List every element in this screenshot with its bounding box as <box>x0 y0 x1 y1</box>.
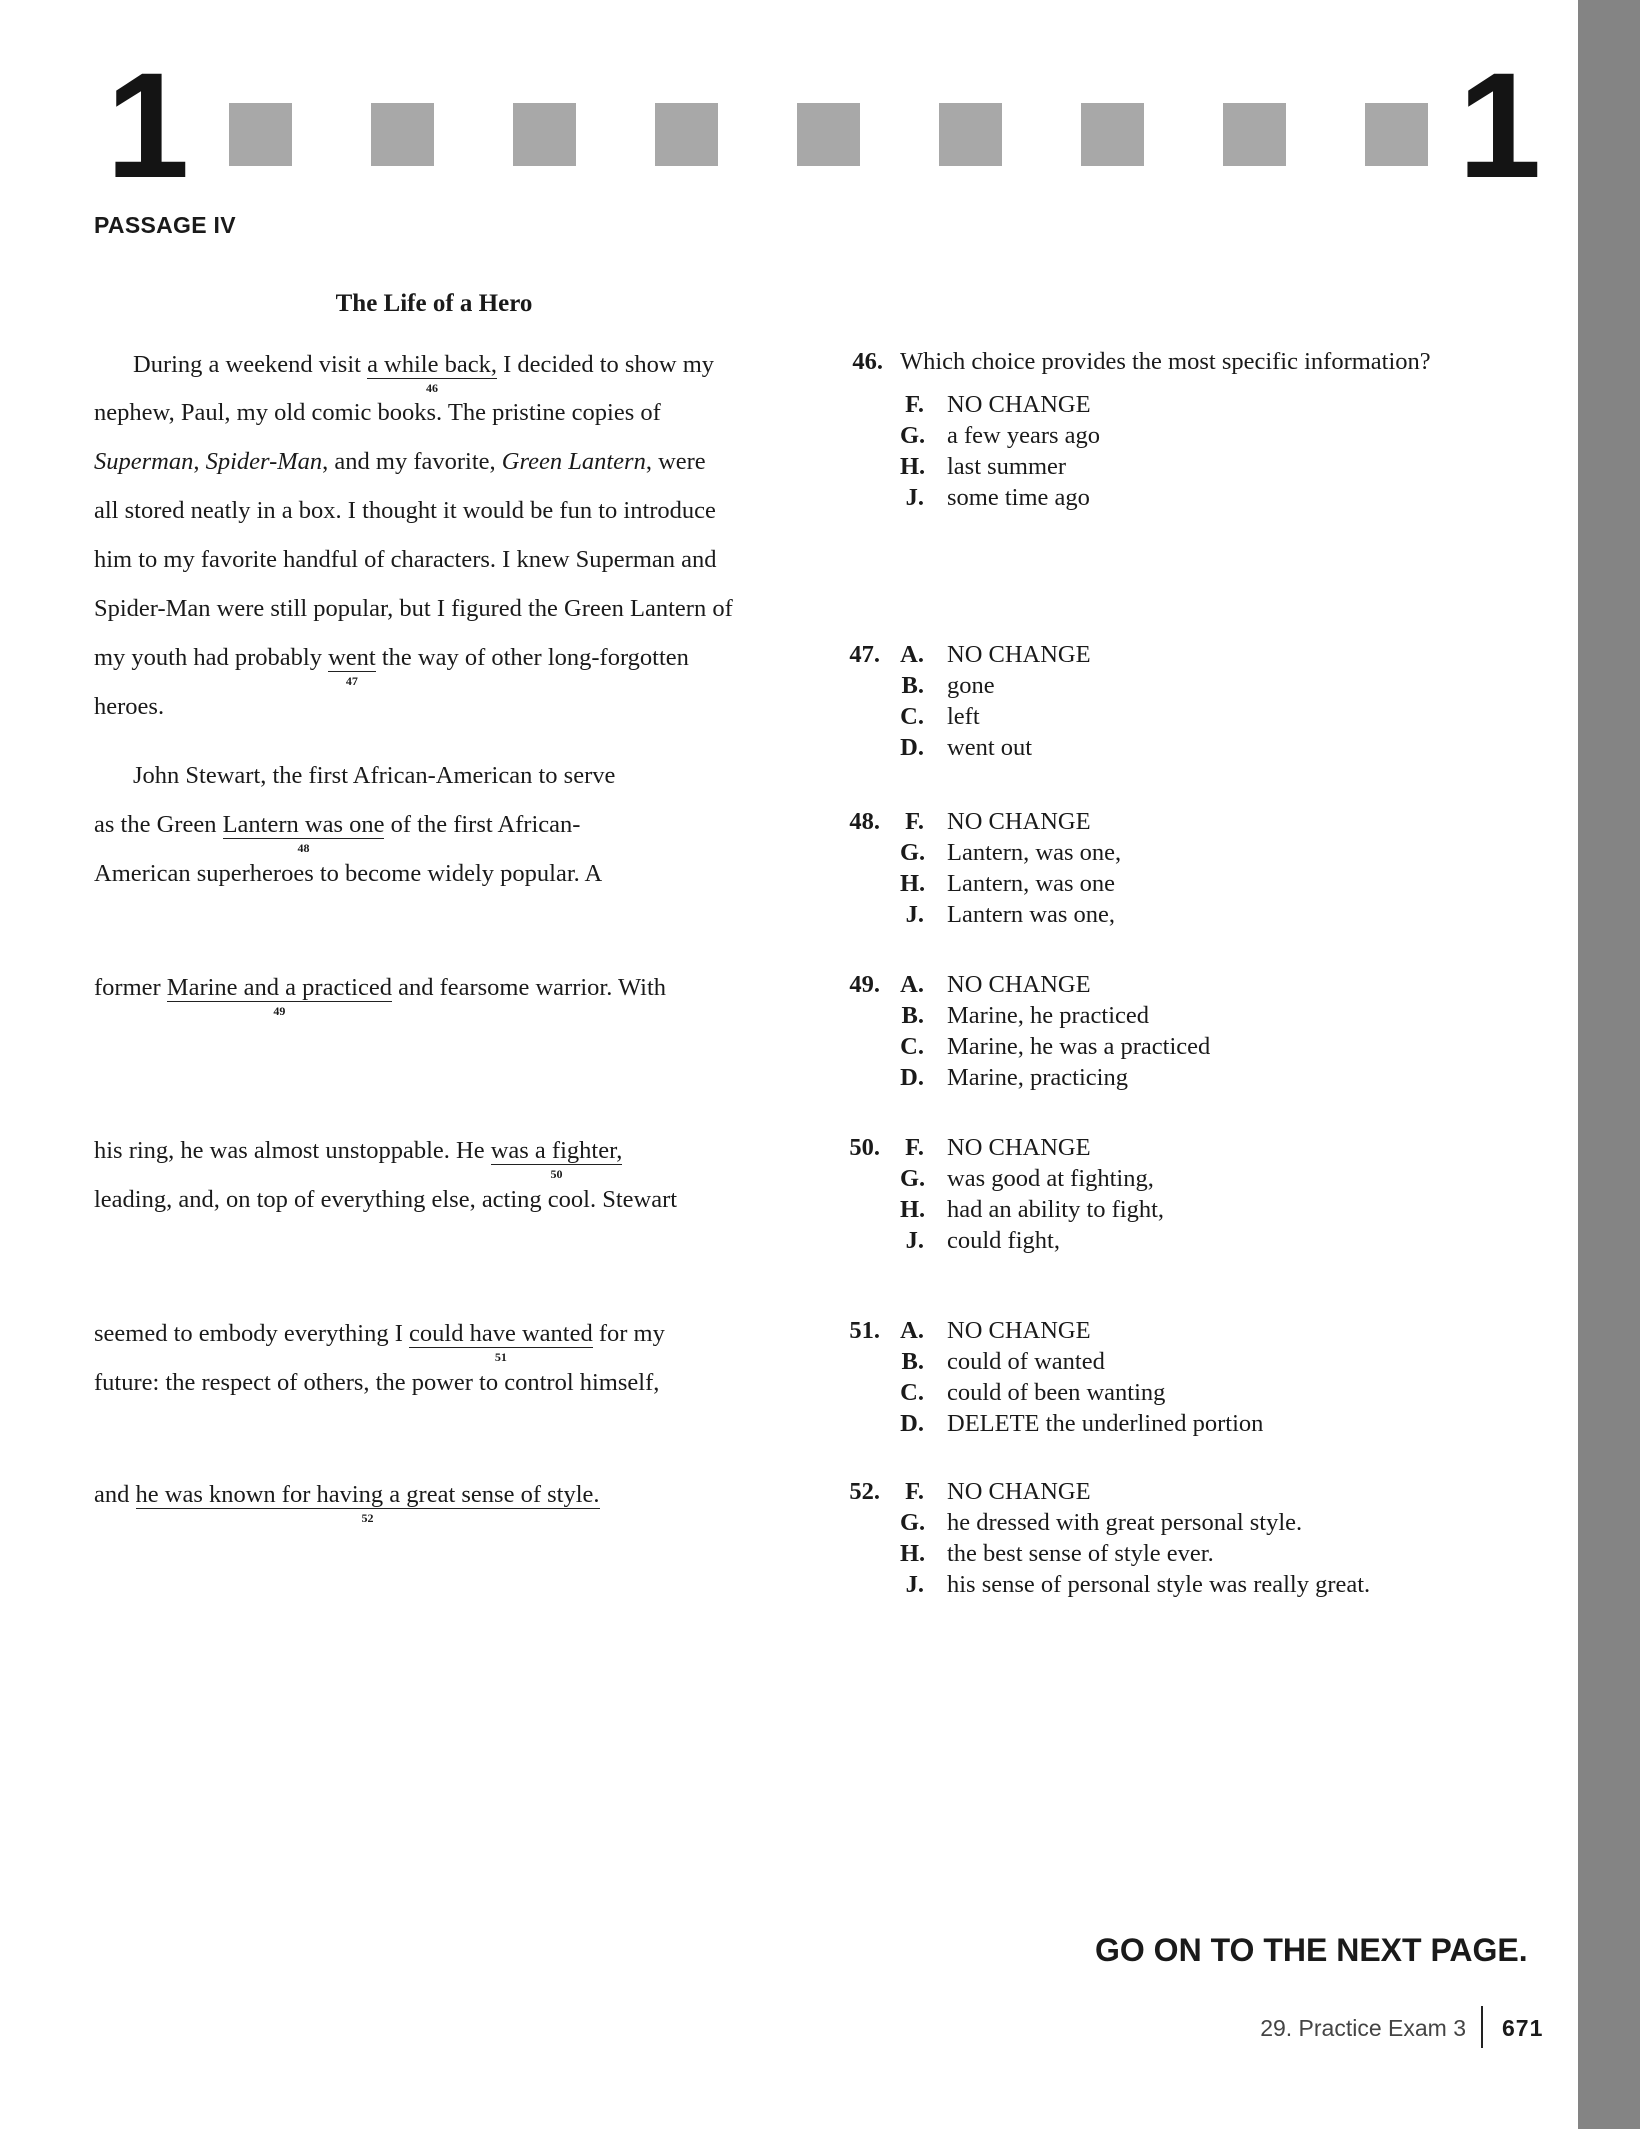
option-letter[interactable]: G. <box>900 422 926 449</box>
underlined-portion-49: Marine and a practiced 49 <box>166 974 392 1018</box>
page-edge-tab <box>1578 0 1640 2129</box>
option-text[interactable]: a few years ago <box>947 422 1101 449</box>
header-square <box>229 103 292 166</box>
option-text[interactable]: NO CHANGE <box>947 1134 1091 1161</box>
option-text[interactable]: Marine, he was a practiced <box>947 1033 1211 1060</box>
question-number-48: 48. <box>849 808 880 835</box>
option-text[interactable]: the best sense of style ever. <box>947 1540 1214 1567</box>
question-marker-52: 52 <box>361 1511 374 1525</box>
underlined-portion-52: he was known for having a great sense of style. 52 <box>135 1481 600 1525</box>
option-letter[interactable]: H. <box>900 1196 926 1223</box>
option-letter[interactable]: C. <box>900 703 924 730</box>
question-number-51: 51. <box>849 1317 880 1344</box>
option-letter[interactable]: B. <box>901 672 924 699</box>
passage-line: my youth had probably went 47 the way of other long-forgotten <box>94 644 689 688</box>
section-number-right: 1 <box>1458 41 1538 209</box>
option-text[interactable]: DELETE the underlined portion <box>947 1410 1264 1437</box>
option-text[interactable]: some time ago <box>947 484 1090 511</box>
option-text[interactable]: he dressed with great personal style. <box>947 1509 1303 1536</box>
header-square <box>939 103 1002 166</box>
option-text[interactable]: NO CHANGE <box>947 808 1091 835</box>
question-number-50: 50. <box>849 1134 880 1161</box>
question-marker-48: 48 <box>297 841 310 855</box>
passage-line: former Marine and a practiced 49 and fearsome warrior. With <box>94 974 667 1018</box>
passage-line: seemed to embody everything I could have wanted 51 for my <box>94 1320 665 1364</box>
option-letter[interactable]: A. <box>900 1317 924 1344</box>
option-letter[interactable]: B. <box>901 1348 924 1375</box>
option-letter[interactable]: J. <box>905 1571 924 1598</box>
page-number: 671 <box>1502 2015 1544 2041</box>
header-square <box>1081 103 1144 166</box>
option-letter[interactable]: H. <box>900 453 926 480</box>
header-square <box>655 103 718 166</box>
question-number-47: 47. <box>849 641 880 668</box>
option-text[interactable]: Lantern was one, <box>947 901 1116 928</box>
footer-divider <box>1481 2006 1483 2048</box>
passage-line: leading, and, on top of everything else, acting cool. Stewart <box>94 1186 678 1213</box>
question-marker-50: 50 <box>550 1167 563 1181</box>
passage-line: his ring, he was almost unstoppable. He was a fighter, 50 <box>94 1137 623 1181</box>
question-marker-51: 51 <box>494 1350 507 1364</box>
option-text[interactable]: Lantern, was one, <box>947 839 1122 866</box>
option-text[interactable]: NO CHANGE <box>947 391 1091 418</box>
header-square <box>371 103 434 166</box>
passage-line: nephew, Paul, my old comic books. The pristine copies of <box>94 399 661 426</box>
option-letter[interactable]: C. <box>900 1033 924 1060</box>
option-letter[interactable]: F. <box>905 1134 924 1161</box>
option-letter[interactable]: F. <box>905 808 924 835</box>
question-stem-46: Which choice provides the most specific information? <box>900 348 1431 375</box>
passage-line: heroes. <box>94 693 165 720</box>
question-number-46: 46. <box>852 348 883 375</box>
passage-line: all stored neatly in a box. I thought it would be fun to introduce <box>94 497 716 524</box>
option-text[interactable]: Marine, practicing <box>947 1064 1128 1091</box>
option-letter[interactable]: J. <box>905 484 924 511</box>
passage-line: as the Green Lantern was one 48 of the first African- <box>94 811 581 855</box>
passage-label: PASSAGE IV <box>94 212 236 238</box>
option-text[interactable]: NO CHANGE <box>947 1317 1091 1344</box>
option-text[interactable]: could fight, <box>947 1227 1060 1254</box>
option-letter[interactable]: J. <box>905 1227 924 1254</box>
option-letter[interactable]: F. <box>905 1478 924 1505</box>
question-marker-49: 49 <box>273 1004 286 1018</box>
option-letter[interactable]: J. <box>905 901 924 928</box>
option-text[interactable]: last summer <box>947 453 1067 480</box>
option-letter[interactable]: D. <box>900 1064 924 1091</box>
question-number-49: 49. <box>849 971 880 998</box>
option-letter[interactable]: G. <box>900 839 926 866</box>
option-text[interactable]: gone <box>947 672 995 699</box>
option-text[interactable]: was good at fighting, <box>947 1165 1154 1192</box>
option-letter[interactable]: B. <box>901 1002 924 1029</box>
header-square <box>1223 103 1286 166</box>
option-text[interactable]: NO CHANGE <box>947 1478 1091 1505</box>
header-square <box>1365 103 1428 166</box>
option-letter[interactable]: A. <box>900 641 924 668</box>
passage-line: Superman, Spider-Man, and my favorite, Green Lantern, were <box>94 448 706 475</box>
question-marker-46: 46 <box>426 381 439 395</box>
question-marker-47: 47 <box>345 674 358 688</box>
option-text[interactable]: Marine, he practiced <box>947 1002 1150 1029</box>
passage-line: During a weekend visit a while back, 46 I decided to show my <box>133 351 715 395</box>
option-letter[interactable]: D. <box>900 1410 924 1437</box>
option-letter[interactable]: H. <box>900 1540 926 1567</box>
option-text[interactable]: NO CHANGE <box>947 971 1091 998</box>
passage-title: The Life of a Hero <box>335 290 533 317</box>
passage-line: and he was known for having a great sense of style. 52 <box>94 1481 600 1525</box>
go-on-notice: GO ON TO THE NEXT PAGE. <box>1095 1932 1528 1968</box>
option-text[interactable]: NO CHANGE <box>947 641 1091 668</box>
option-letter[interactable]: G. <box>900 1509 926 1536</box>
passage-line: John Stewart, the first African-American to serve <box>133 762 616 789</box>
underlined-portion-51: could have wanted 51 <box>409 1320 593 1364</box>
option-letter[interactable]: A. <box>900 971 924 998</box>
option-text[interactable]: could of been wanting <box>947 1379 1166 1406</box>
header-square <box>513 103 576 166</box>
option-text[interactable]: went out <box>947 734 1033 761</box>
underlined-portion-46: a while back, 46 <box>367 351 497 395</box>
question-number-52: 52. <box>849 1478 880 1505</box>
option-text[interactable]: left <box>947 703 980 730</box>
underlined-portion-48: Lantern was one 48 <box>222 811 385 855</box>
option-text[interactable]: had an ability to fight, <box>947 1196 1165 1223</box>
option-text[interactable]: Lantern, was one <box>947 870 1116 897</box>
option-letter[interactable]: C. <box>900 1379 924 1406</box>
underlined-portion-47: went 47 <box>328 644 376 688</box>
underlined-portion-50: was a fighter, 50 <box>490 1137 623 1181</box>
header-square <box>797 103 860 166</box>
footer-section-title: 29. Practice Exam 3 <box>1260 2015 1466 2041</box>
option-letter[interactable]: H. <box>900 870 926 897</box>
passage-line: him to my favorite handful of characters. I knew Superman and <box>94 546 717 573</box>
option-text[interactable]: could of wanted <box>947 1348 1105 1375</box>
option-text[interactable]: his sense of personal style was really great. <box>947 1571 1371 1598</box>
option-letter[interactable]: G. <box>900 1165 926 1192</box>
passage-line: Spider-Man were still popular, but I figured the Green Lantern of <box>94 595 733 622</box>
passage-line: future: the respect of others, the power to control himself, <box>94 1369 660 1396</box>
section-number-left: 1 <box>106 41 186 209</box>
option-letter[interactable]: F. <box>905 391 924 418</box>
option-letter[interactable]: D. <box>900 734 924 761</box>
passage-line: American superheroes to become widely popular. A <box>94 860 603 887</box>
